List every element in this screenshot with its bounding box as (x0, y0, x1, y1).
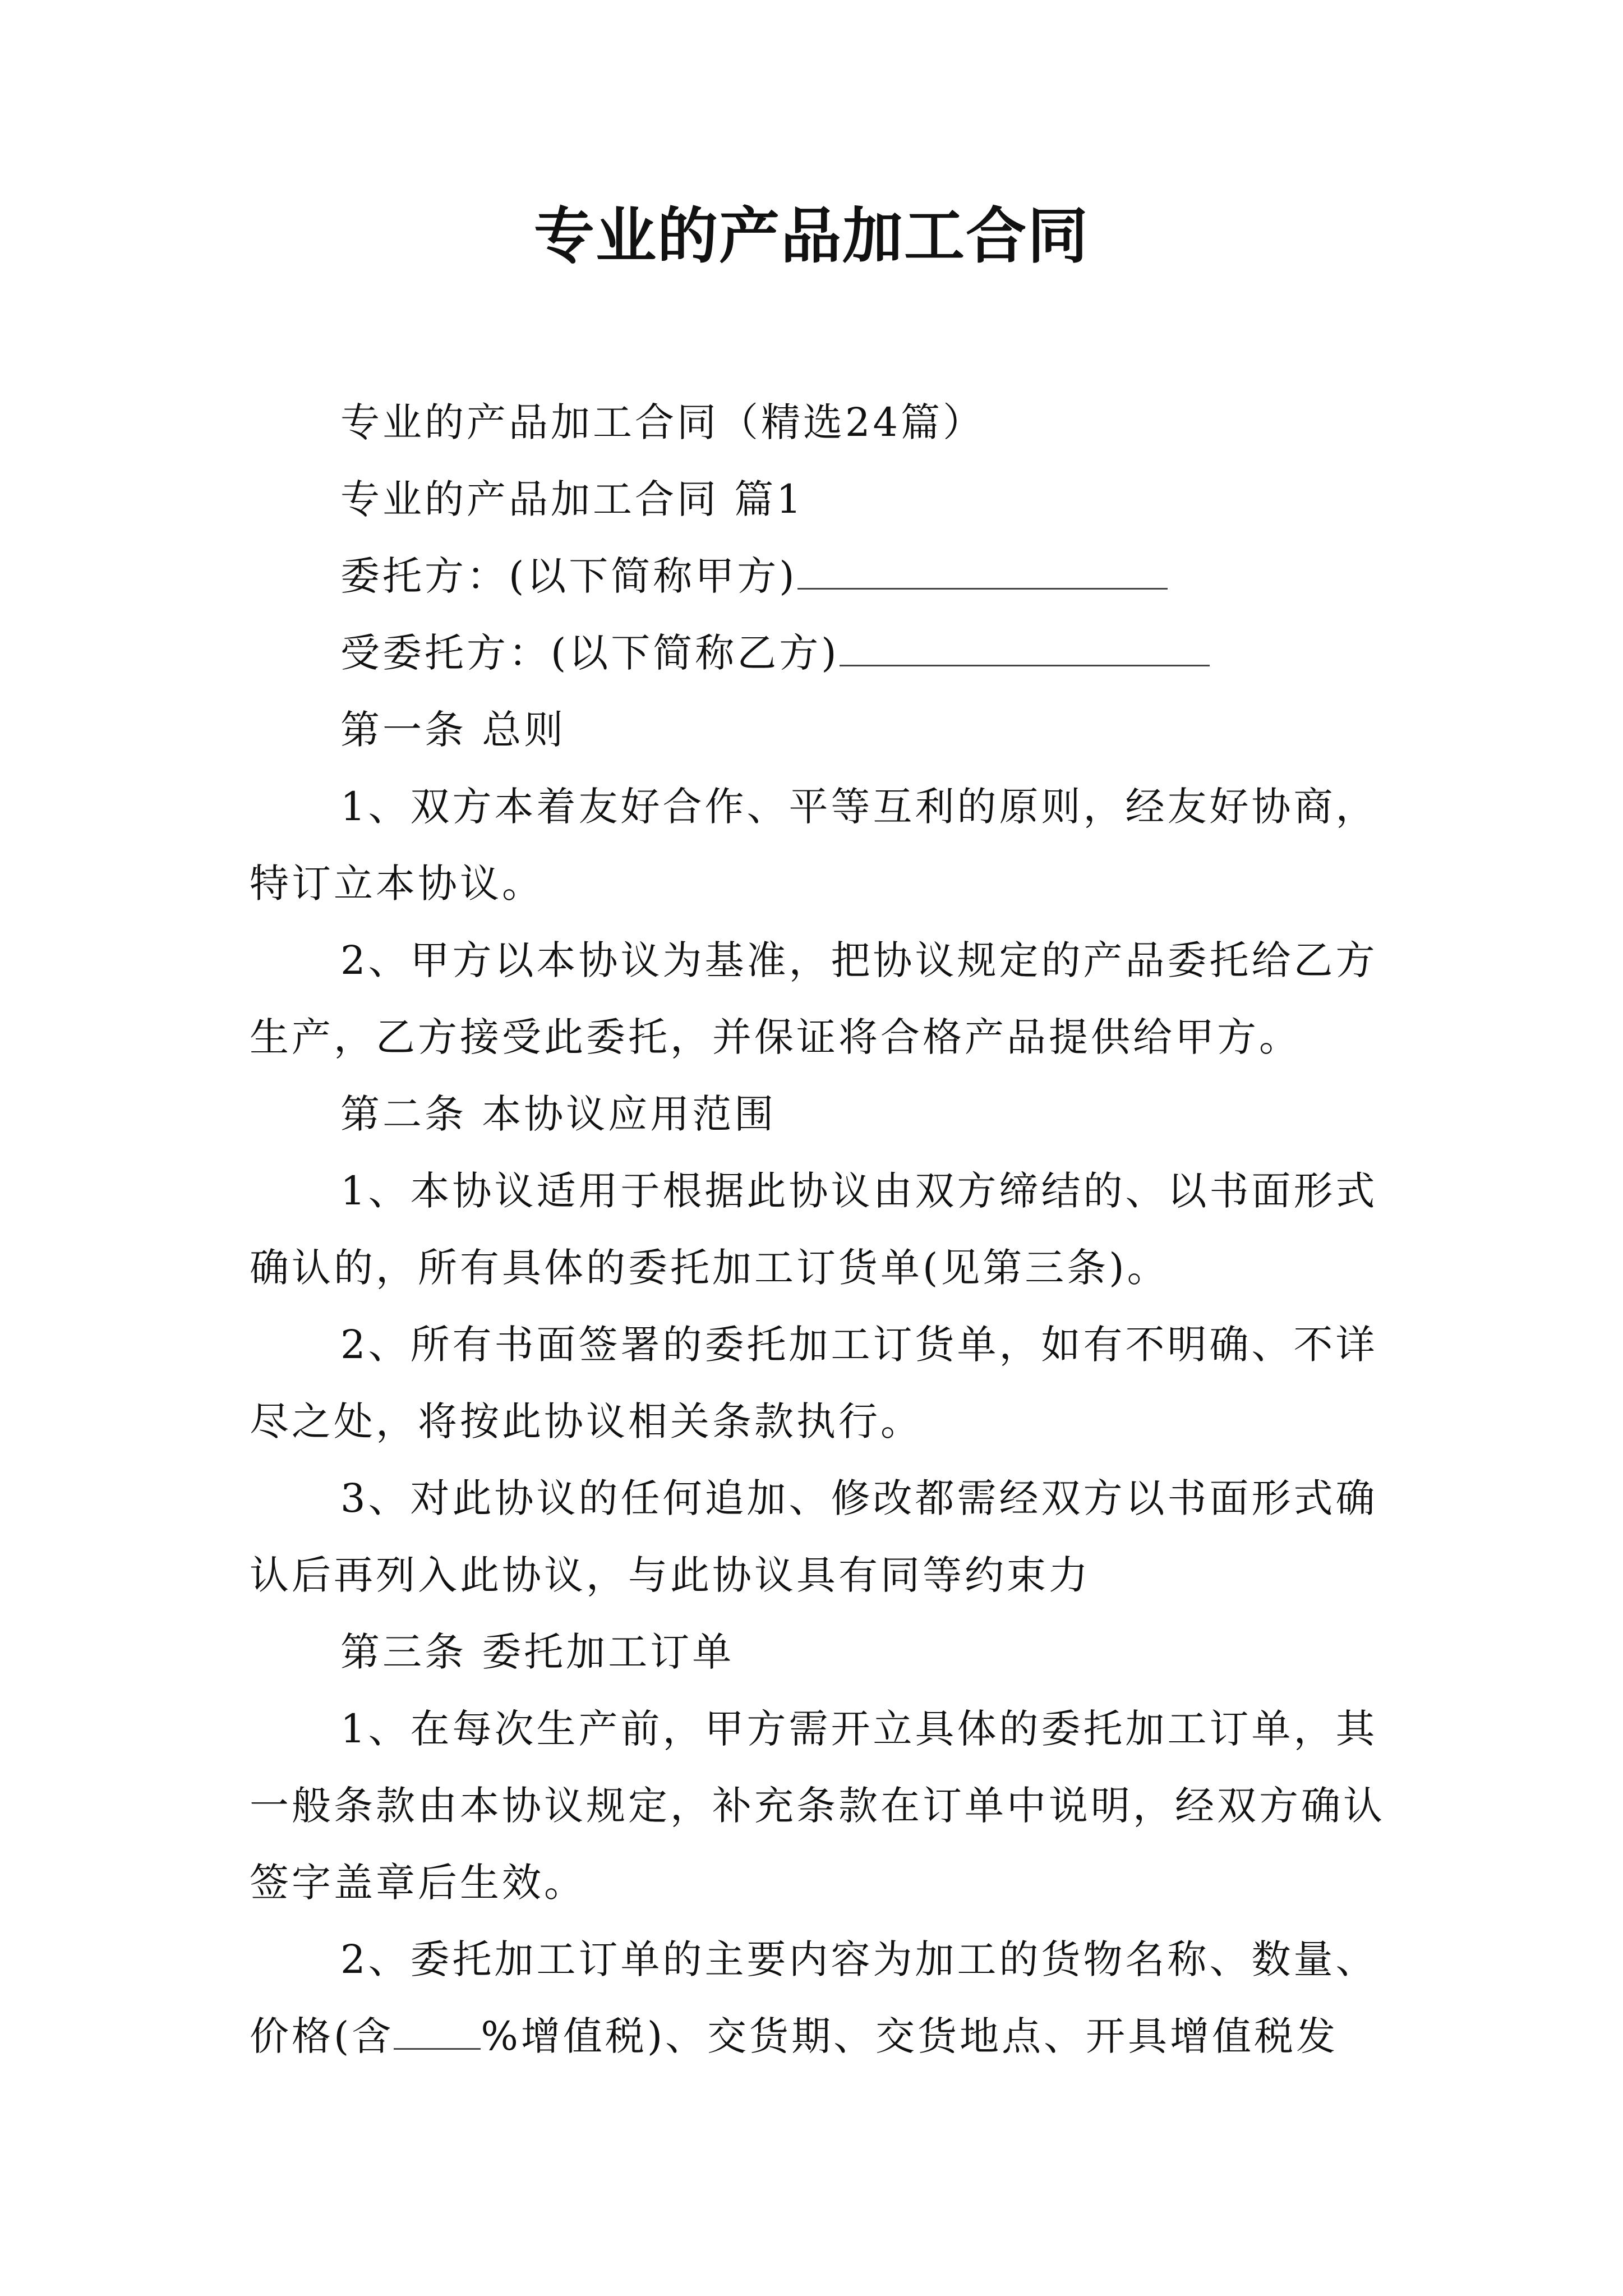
party-a-line (250, 538, 1391, 615)
article1-heading: 第一条 总则 (340, 707, 566, 753)
article3-item2-part2: %增值税)、交货期、交货地点、开具增值税发 (481, 2013, 1339, 2059)
vat-rate-blank (394, 2012, 481, 2050)
document-body (250, 384, 1391, 2075)
subtitle: 专业的产品加工合同（精选24篇） (340, 399, 985, 445)
article2-item2: 2、所有书面签署的委托加工订货单，如有不明确、不详尽之处，将按此协议相关条款执行。 (250, 1322, 1378, 1444)
article2-item1: 1、本协议适用于根据此协议由双方缔结的、以书面形式确认的，所有具体的委托加工订货单(见第三条)。 (250, 1168, 1378, 1291)
party-b-label: 受委托方：(以下简称乙方) (340, 630, 840, 676)
article3-item2 (250, 1921, 1391, 2075)
chapter-heading: 专业的产品加工合同 篇1 (340, 476, 804, 522)
article1-item2: 2、甲方以本协议为基准，把协议规定的产品委托给乙方生产，乙方接受此委托，并保证将合格产品提供给甲方。 (250, 937, 1378, 1060)
article3-heading: 第三条 委托加工订单 (340, 1629, 735, 1675)
document-title: 专业的产品加工合同 (533, 201, 1089, 272)
article3-item2-part1: 2、委托加工订单的主要内容为加工的货物名称、数量、价格(含 (250, 1936, 1378, 2059)
article2-heading: 第二条 本协议应用范围 (340, 1091, 777, 1137)
article2-item3: 3、对此协议的任何追加、修改都需经双方以书面形式确认后再列入此协议，与此协议具有同等约束力 (250, 1475, 1378, 1598)
party-b-line (250, 615, 1391, 692)
party-a-blank (797, 552, 1168, 590)
party-b-blank (840, 629, 1210, 666)
article3-item1: 1、在每次生产前，甲方需开立具体的委托加工订单，其一般条款由本协议规定，补充条款在订单中说明，经双方确认签字盖章后生效。 (250, 1706, 1385, 1906)
party-a-label: 委托方：(以下简称甲方) (340, 553, 797, 599)
article1-item1: 1、双方本着友好合作、平等互利的原则，经友好协商，特订立本协议。 (250, 784, 1378, 907)
